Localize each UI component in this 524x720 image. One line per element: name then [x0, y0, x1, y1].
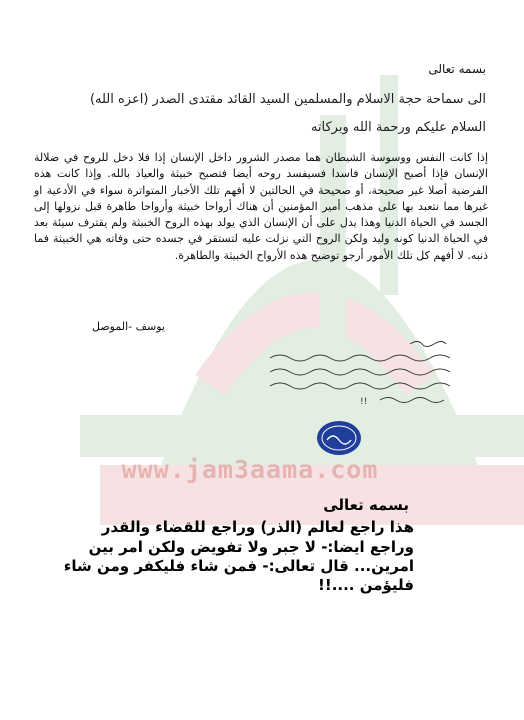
watermark-url: www.jam3aama.com — [121, 455, 379, 484]
answer-line-3: امرين... قال تعالى:- فمن شاء فليكفر ومن شاء — [63, 557, 414, 575]
letter-basmala: بسمه تعالى — [428, 62, 486, 76]
answer-line-2: وراجع ايضا:- لا جبر ولا تفويض ولكن امر بين — [88, 538, 414, 556]
letter-body: إذا كانت النفس ووسوسة الشيطان هما مصدر الشرور داخل الإنسان إذا فلا دخل للروح في ضلالة الإنسان فإذا أصبح الإنسان فاسدا فسيفسد روحه أيضا فتصبح خبيثة والعياذ بالله. وإذا كانت هذه الفرضية أصلا غير صحيحة، أو صحيحة في الحالتين لا أفهم تلك الأخبار المتواترة سواء في الأدعية او غيرها مما نتعبد بها على مذهب أمير المؤمنين أن هناك أرواحا خبيثة وأرواحا طاهرة قبل نزولها إلى الجسد في الحياة الدنيا وهذا يدل على أن الإنسان الذي يولد بهذه الروح الخبيثة ولم يقترف سيئة بعد في الحياة الدنيا كونه وليد ولكن الروح التي نزلت عليه لتستقر في جسده حتى وفاته هي الخبيثة فما ذنبه. لا أفهم كل تلك الأمور أرجو توضيح هذه الأرواح الخبيثة والطاهرة. — [34, 151, 488, 262]
answer-basmala: بسمه تعالى — [323, 496, 409, 514]
svg-text:!!: !! — [360, 397, 368, 407]
answer-line-4: فليؤمن ....!! — [318, 576, 414, 594]
handwritten-reply — [260, 338, 460, 418]
answer-line-1: هذا راجع لعالم (الذر) وراجع للقضاء والقدر — [101, 518, 414, 536]
letter-address: الى سماحة حجة الاسلام والمسلمين السيد القائد مقتدى الصدر (اعزه الله) — [89, 92, 486, 107]
letter-greeting: السلام عليكم ورحمة الله وبركاته — [310, 120, 486, 135]
letter-signature: يوسف -الموصل — [92, 320, 165, 333]
official-seal — [315, 418, 363, 458]
